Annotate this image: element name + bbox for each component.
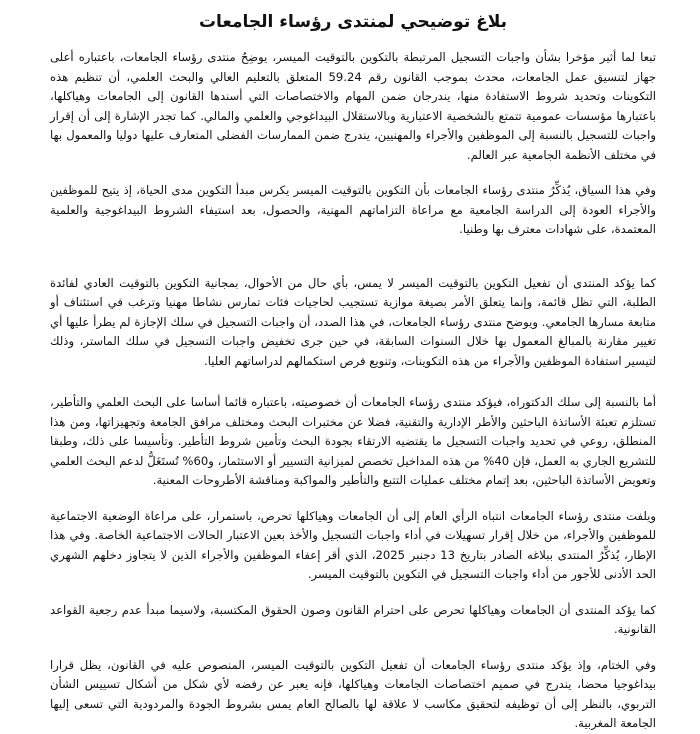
paragraph-conclusion: وفي الختام، وإذ يؤكد منتدى رؤساء الجامعات أن تفعيل التكوين بالتوقيت الميسر، المنصوص عليه في القانون، يظل قرارا بيداغوجيا محضا، يندرج في صميم اختصاصات الجامعات وهياكلها، فإنه يعبر عن رفضه لأي شكل من أشكال تسييس الشأن التربوي، بالنظر إلى أن توظيفه لتحقيق مكاسب لا علاقة لها بالصالح العام يمس بشروط الجودة والمردودية التي تسعى إليها الجامعة المغربية.: [50, 657, 656, 730]
paragraph-free-tuition: كما يؤكد المنتدى أن تفعيل التكوين بالتوقيت الميسر لا يمس، بأي حال من الأحوال، بمجانية التكوين بالتوقيت العادي لفائدة الطلبة، التي تظل قائمة، وإنما يتعلق الأمر بصيغة موازية تستجيب لحاجيات فئات تمارس نشاطا مهنيا وترغب في استئناف أو متابعة مسارها الجامعي. ويوضح منتدى رؤساء الجامعات، في هذا الصدد، أن واجبات التسجيل في سلك الإجازة لم يطرأ عليها أي تغيير مقارنة بالمبالغ المعمول بها خلال السنوات السابقة، في حين جرى تخفيض واجبات التسجيل في سلك الماستر، وذلك لتيسير استفادة الموظفين والأجراء من هذه التكوينات، وتنويع فرص استكمالهم لدراساتهم العليا.: [50, 275, 656, 368]
paragraph-intro: تبعا لما أثير مؤخرا بشأن واجبات التسجيل المرتبطة بالتكوين بالتوقيت الميسر، يوضِحُ منتدى رؤساء الجامعات، باعتباره أعلى جهاز لتنسيق عمل الجامعات، محدث بموجب القانون رقم 59.24 المتعلق بالتعليم العالي والبحث العلمي، أن تنظيم هذه التكوينات وتحديد شروط الاستفادة منها، يندرجان ضمن المهام والاختصاصات التي أسندها القانون إلى الجامعات وهياكلها، باعتبارها مؤسسات عمومية تتمتع بالشخصية الاعتبارية وبالاستقلال البيداغوجي والعلمي والمالي. كما تجدر الإشارة إلى أن إقرار واجبات للتسجيل بالنسبة إلى الموظفين والأجراء والمهنيين، يندرج ضمن الممارسات الفضلى المتعارف عليها دوليا والمعمول بها في مختلف الأنظمة الجامعية عبر العالم.: [50, 50, 656, 162]
paragraph-doctorate: أما بالنسبة إلى سلك الدكتوراه، فيؤكد منتدى رؤساء الجامعات أن خصوصيته، باعتباره قائما أساسا على البحث العلمي والتأطير، تستلزم تعبئة الأساتذة الباحثين والأطر الإدارية والتقنية، فضلا عن مختبرات البحث ومختلف مرافق الجامعة وتجهيزاتها، ومن هذا المنطلق، روعي في تحديد واجبات التسجيل ما يقتضيه الارتقاء بجودة البحث وتأمين شروط التأطير. وتأسيسا على ذلك، وطبقا للتشريع الجاري به العمل، فإن 40% من هذه المداخيل تخصص لميزانية التسيير أو الاستثمار، و60% تُستَغَلُّ لدعم البحث العلمي وتعويض الأساتذة الباحثين، بعد إتمام مختلف عمليات التتبع والتأطير والمواكبة ومناقشة الأطروحات المعنية.: [50, 395, 656, 487]
paragraph-context: وفي هذا السياق، يُذكِّرُ منتدى رؤساء الجامعات بأن التكوين بالتوقيت الميسر يكرس مبدأ التكوين مدى الحياة، إذ يتيح للموظفين والأجراء العودة إلى الدراسة الجامعية مع مراعاة التزاماتهم المهنية، والحصول، بعد استيفاء الشروط البيداغوجية والعلمية المعتمدة، على شهادات معترف بها وطنيا.: [50, 183, 656, 236]
paragraph-social-situation: ويلفت منتدى رؤساء الجامعات انتباه الرأي العام إلى أن الجامعات وهياكلها تحرص، باستمرار، على مراعاة الوضعية الاجتماعية للموظفين والأجراء، من خلال إقرار تسهيلات في أداء واجبات التسجيل والأخذ بعين الاعتبار الحالات الاجتماعية الخاصة. وفي هذا الإطار، يُذكِّرُ المنتدى ببلاغه الصادر بتاريخ 13 دجنبر 2025، الذي أقر إعفاء الموظفين والأجراء الذين لا يتجاوز دخلهم الشهري الحد الأدنى للأجور من أداء واجبات التسجيل في التكوين بالتوقيت الميسر.: [50, 508, 656, 581]
document-title: بلاغ توضيحي لمنتدى رؤساء الجامعات: [198, 12, 508, 32]
paragraph-rights: كما يؤكد المنتدى أن الجامعات وهياكلها تحرص على احترام القانون وصون الحقوق المكتسبة، ولاسيما مبدأ عدم رجعية القواعد القانونية.: [50, 602, 656, 636]
